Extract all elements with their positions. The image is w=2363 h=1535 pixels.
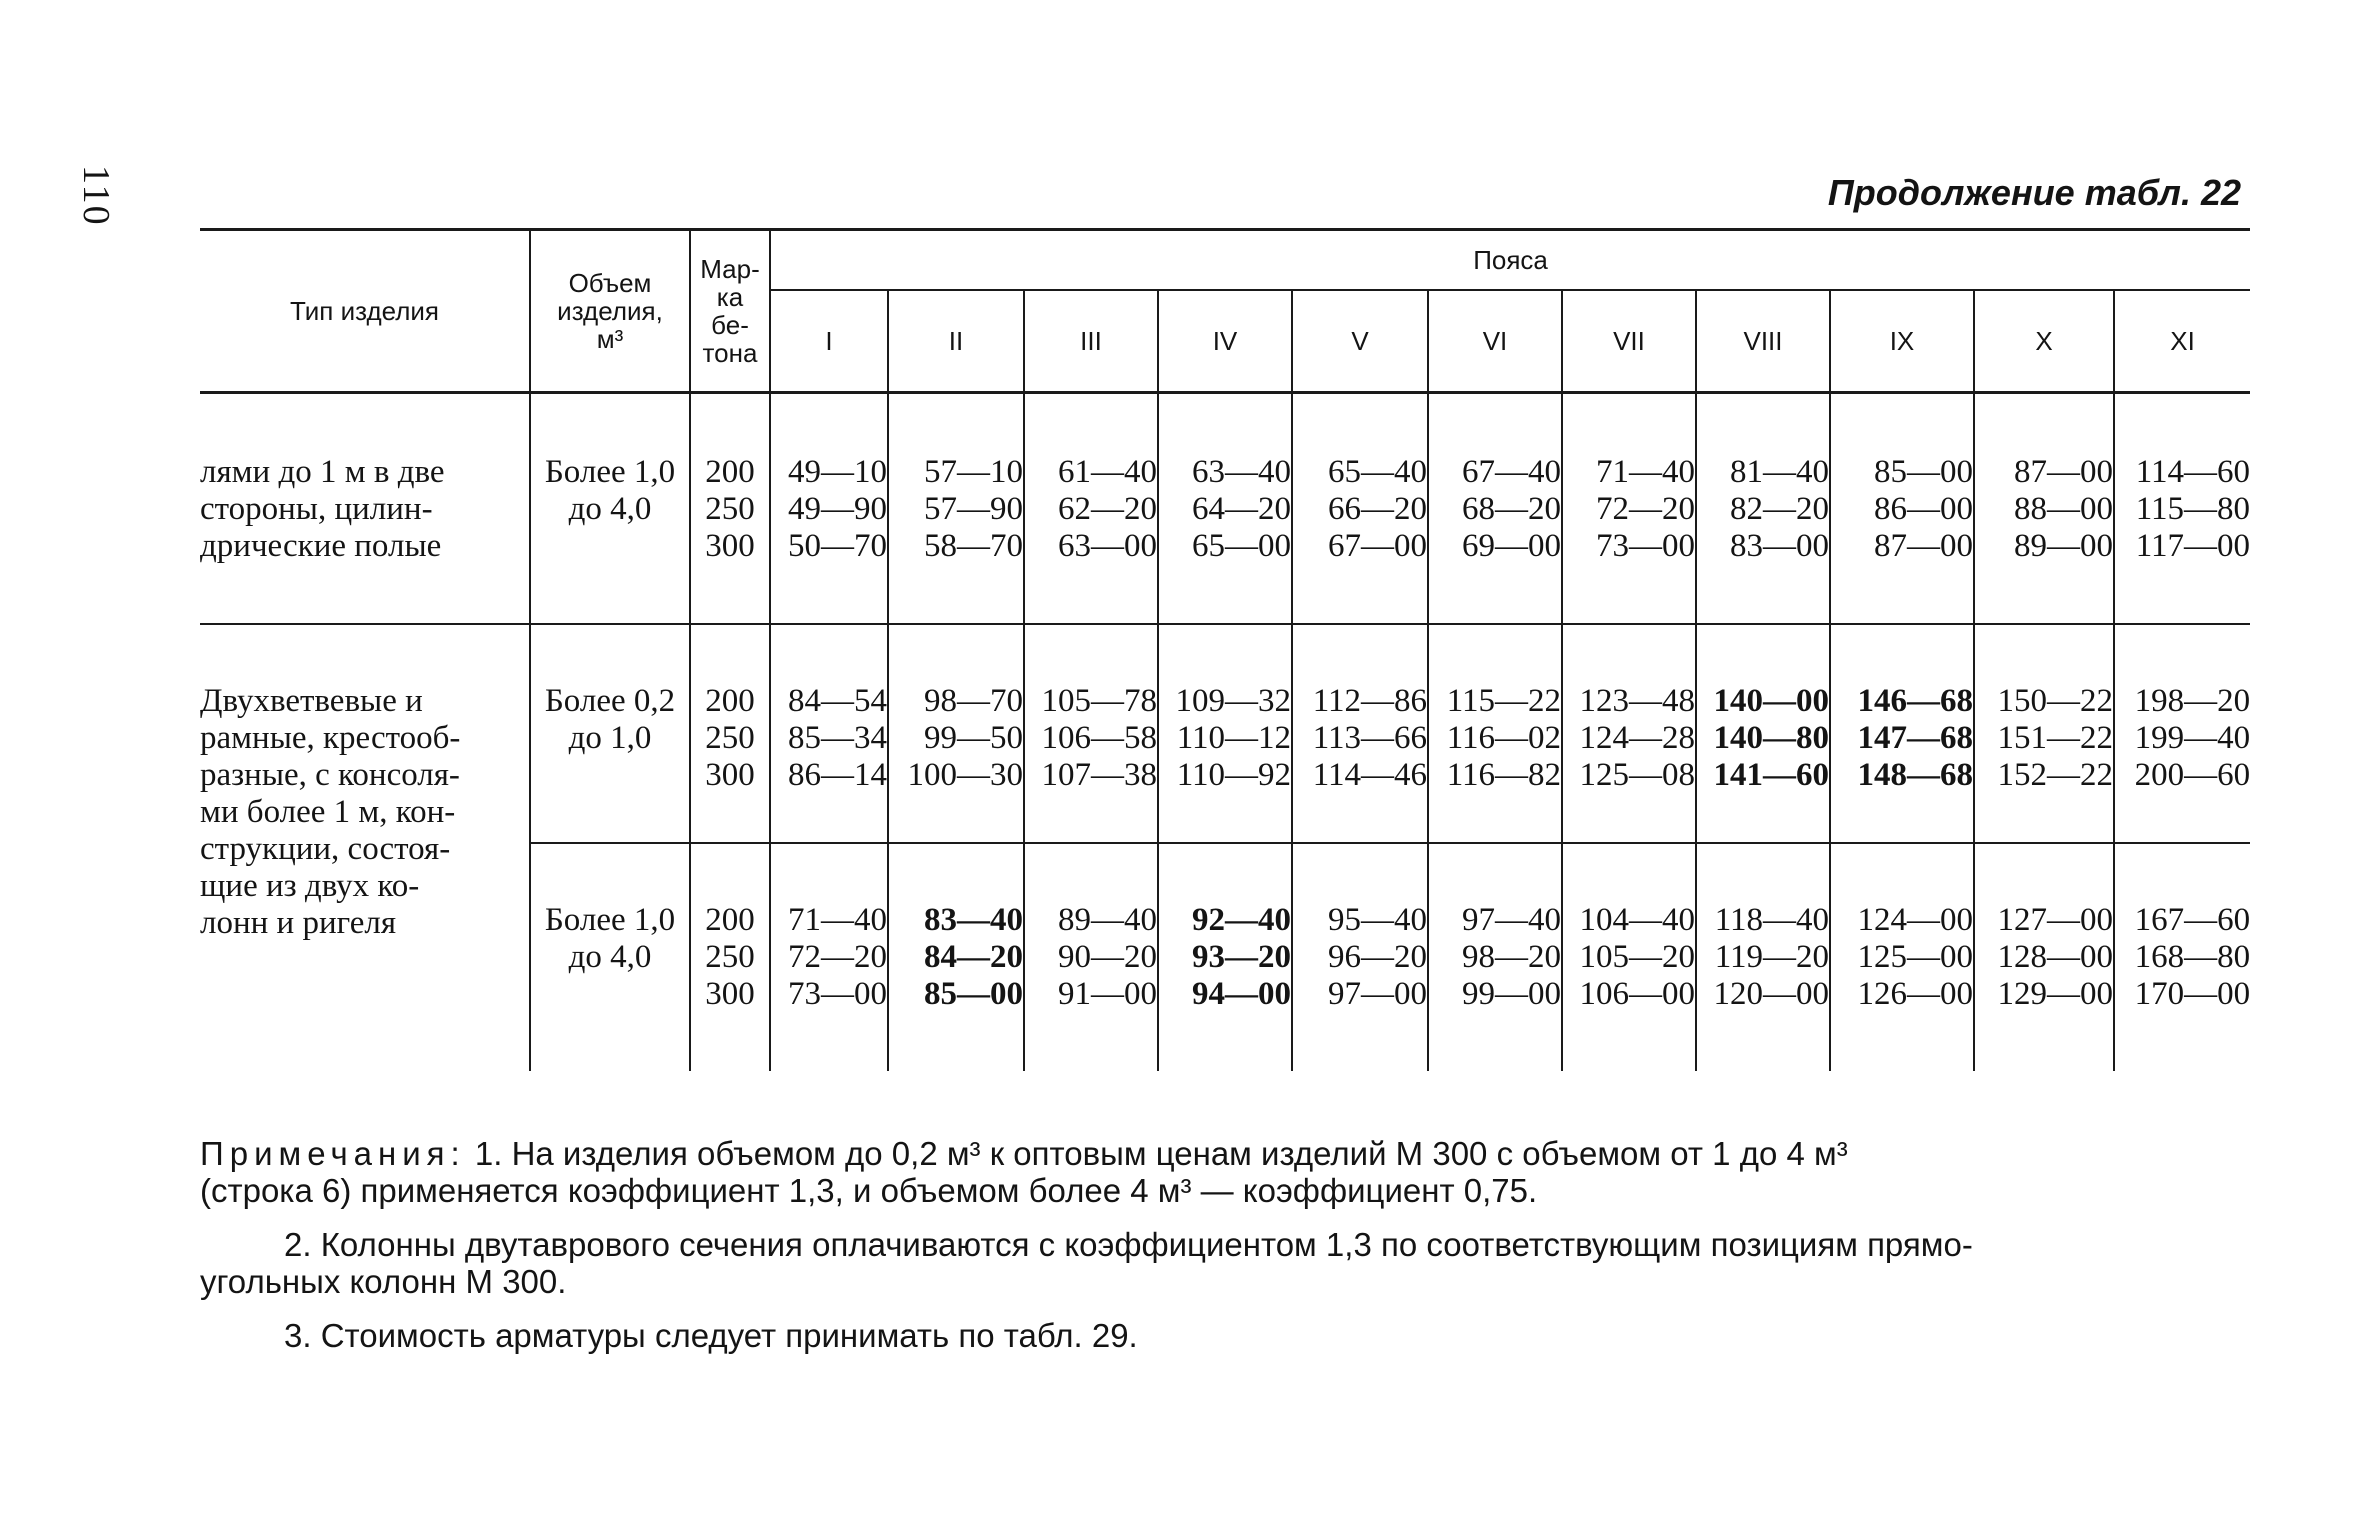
header-belt-8: VIII <box>1696 290 1830 393</box>
header-type: Тип изделия <box>200 230 530 393</box>
note-1-line-2: (строка 6) применяется коэффициент 1,3, и объемом более 4 м³ — коэффициент 0,75. <box>200 1172 1538 1209</box>
price-cell: 124—00 125—00 126—00 <box>1830 843 1974 1071</box>
price-cell: 127—00 128—00 129—00 <box>1974 843 2114 1071</box>
product-type: лями до 1 м в две стороны, цилин- дрические полые <box>200 393 530 625</box>
price-cell: 61—40 62—20 63—00 <box>1024 393 1158 625</box>
note-3: 3. Стоимость арматуры следует принимать по табл. 29. <box>284 1317 1138 1354</box>
volume-cell: Более 1,0 до 4,0 <box>530 843 690 1071</box>
grade-cell: 200 250 300 <box>690 624 770 843</box>
notes-label: Примечания: <box>200 1135 466 1172</box>
price-cell: 118—40 119—20 120—00 <box>1696 843 1830 1071</box>
price-cell: 167—60 168—80 170—00 <box>2134 902 2251 1012</box>
note-1-line-1: 1. На изделия объемом до 0,2 м³ к оптовым ценам изделий М 300 с объемом от 1 до 4 м³ <box>474 1135 1848 1172</box>
header-belt-11: XI <box>2114 290 2250 393</box>
table-row <box>200 393 2250 625</box>
grade-cell: 200 250 300 <box>690 843 770 1071</box>
price-cell: 95—40 96—20 97—00 <box>1292 843 1428 1071</box>
price-cell: 105—78 106—58 107—38 <box>1024 624 1158 843</box>
price-cell: 92—40 93—20 94—00 <box>1158 843 1292 1071</box>
price-cell: 57—10 57—90 58—70 <box>888 393 1024 625</box>
header-volume: Объем изделия, м³ <box>530 230 690 393</box>
note-2-line-2: угольных колонн М 300. <box>200 1263 567 1300</box>
price-cell: 146—68 147—68 148—68 <box>1830 624 1974 843</box>
price-cell: 97—40 98—20 99—00 <box>1428 843 1562 1071</box>
price-cell: 71—40 72—20 73—00 <box>770 843 888 1071</box>
price-cell: 84—54 85—34 86—14 <box>770 624 888 843</box>
header-belt-2: II <box>888 290 1024 393</box>
header-belt-6: VI <box>1428 290 1562 393</box>
price-cell: 85—00 86—00 87—00 <box>1830 393 1974 625</box>
grade-cell: 200 250 300 <box>690 393 770 625</box>
price-cell: 67—40 68—20 69—00 <box>1428 393 1562 625</box>
header-concrete-grade: Мар- ка бе- тона <box>690 230 770 393</box>
price-cell: 115—22 116—02 116—82 <box>1428 624 1562 843</box>
table-continuation-caption: Продолжение табл. 22 <box>1827 172 2241 213</box>
notes <box>200 1135 2250 1371</box>
note-2-line-1: 2. Колонны двутаврового сечения оплачиваются с коэффициентом 1,3 по соответствующим позициям прямо- <box>284 1226 1973 1263</box>
header-belts: Пояса <box>770 230 2250 291</box>
price-cell: 104—40 105—20 106—00 <box>1562 843 1696 1071</box>
page-number: 110 <box>75 165 117 227</box>
price-cell: 150—22 151—22 152—22 <box>1974 624 2114 843</box>
volume-cell: Более 1,0 до 4,0 <box>530 393 690 625</box>
header-belt-3: III <box>1024 290 1158 393</box>
price-cell: 71—40 72—20 73—00 <box>1562 393 1696 625</box>
price-table <box>200 228 2250 1071</box>
table-row <box>200 624 2250 843</box>
price-cell: 83—40 84—20 85—00 <box>888 843 1024 1071</box>
note-1 <box>200 1135 2250 1209</box>
price-cell: 87—00 88—00 89—00 <box>1974 393 2114 625</box>
price-cell: 81—40 82—20 83—00 <box>1696 393 1830 625</box>
price-cell: 198—20 199—40 200—60 <box>2114 624 2250 843</box>
header-belt-10: X <box>1974 290 2114 393</box>
price-cell: 89—40 90—20 91—00 <box>1024 843 1158 1071</box>
header-belt-9: IX <box>1830 290 1974 393</box>
price-cell: 114—60 115—80 117—00 <box>2114 393 2250 625</box>
price-cell: 123—48 124—28 125—08 <box>1562 624 1696 843</box>
price-cell: 112—86 113—66 114—46 <box>1292 624 1428 843</box>
volume-cell: Более 0,2 до 1,0 <box>530 624 690 843</box>
header-belt-4: IV <box>1158 290 1292 393</box>
header-belt-1: I <box>770 290 888 393</box>
header-belt-7: VII <box>1562 290 1696 393</box>
header-belt-5: V <box>1292 290 1428 393</box>
price-cell: 63—40 64—20 65—00 <box>1158 393 1292 625</box>
price-cell: 109—32 110—12 110—92 <box>1158 624 1292 843</box>
price-cell: 98—70 99—50 100—30 <box>888 624 1024 843</box>
price-cell: 140—00 140—80 141—60 <box>1696 624 1830 843</box>
note-2 <box>200 1226 2250 1300</box>
product-type: Двухветвевые и рамные, крестооб- разные, с консоля- ми более 1 м, кон- струкции, состоя- щие из двух ко- лонн и ригеля <box>200 624 530 1071</box>
price-cell: 49—10 49—90 50—70 <box>770 393 888 625</box>
price-cell: 65—40 66—20 67—00 <box>1292 393 1428 625</box>
